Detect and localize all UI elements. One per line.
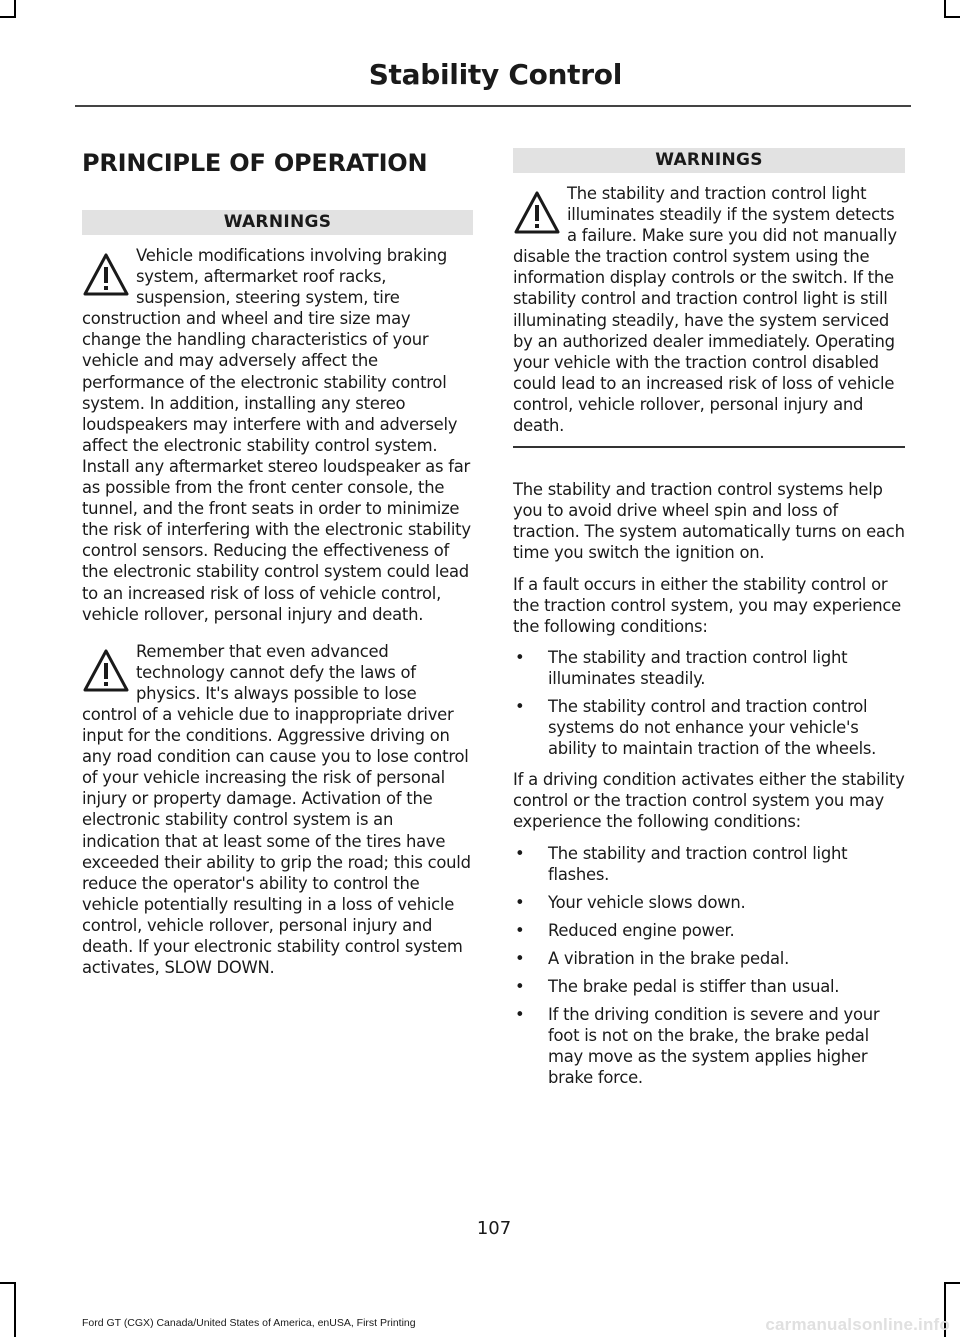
- crop-mark: [14, 0, 16, 17]
- warning-triangle-icon: [82, 647, 130, 695]
- list-item-text: If the driving condition is severe and your foot is not on the brake, the brake pedal may move as the system applies higher brake force.: [548, 1005, 880, 1088]
- bullet-icon: •: [515, 696, 525, 716]
- list-item: [513, 976, 905, 997]
- crop-mark: [944, 16, 960, 18]
- bullet-icon: •: [515, 977, 525, 996]
- warning-end-rule: [513, 446, 905, 448]
- right-column: [513, 148, 905, 1095]
- left-column: [82, 145, 473, 978]
- list-item: [513, 843, 905, 885]
- fault-conditions-list: [513, 647, 905, 759]
- list-item-text: Reduced engine power.: [548, 920, 735, 940]
- warning-text: Remember that even advanced technology cannot defy the laws of physics. It's always possible to lose control of a vehicle due to inappropriate driver input for the conditions. Aggressive driving on any road condition can cause you to lose control of your vehicle increasing the risk of personal injury or property damage. Activation of the electronic stability control system is an indication that at least some of the tires have exceeded their ability to grip the road; this could reduce the operator's ability to control the vehicle potentially resulting in a loss of vehicle control, vehicle rollover, personal injury and death. If your electronic stability control system activates, SLOW DOWN.: [82, 641, 471, 978]
- section-title: PRINCIPLE OF OPERATION: [82, 149, 428, 177]
- list-item: [513, 1004, 905, 1088]
- warning-block: [513, 183, 905, 436]
- list-item: [513, 696, 905, 759]
- fault-paragraph: If a fault occurs in either the stability control or the traction control system, you may experience the following conditions:: [513, 574, 901, 636]
- crop-mark: [14, 1282, 16, 1337]
- list-item-text: The stability and traction control light illuminates steadily.: [548, 647, 848, 688]
- warning-triangle-icon: [82, 251, 130, 299]
- list-item: [513, 892, 905, 913]
- driving-conditions-list: [513, 843, 905, 1089]
- list-item-text: The stability and traction control light flashes.: [548, 843, 848, 884]
- crop-mark: [0, 1282, 16, 1284]
- bullet-icon: •: [515, 1005, 525, 1025]
- warning-block: [82, 641, 473, 979]
- bullet-icon: •: [515, 647, 525, 667]
- list-item-text: The stability control and traction control systems do not enhance your vehicle's ability to maintain traction of the wheels.: [548, 696, 877, 759]
- crop-mark: [0, 16, 16, 18]
- driving-paragraph: If a driving condition activates either the stability control or the traction control system you may experience the following conditions:: [513, 770, 905, 832]
- edition-footer: Ford GT (CGX) Canada/United States of America, enUSA, First Printing: [82, 1317, 416, 1329]
- bullet-icon: •: [515, 843, 525, 863]
- warnings-heading: WARNINGS: [82, 210, 473, 235]
- list-item-text: A vibration in the brake pedal.: [548, 948, 790, 968]
- list-item: [513, 948, 905, 969]
- warning-triangle-icon: [513, 189, 561, 237]
- page-number: 107: [476, 1218, 512, 1239]
- warning-block: [82, 245, 473, 625]
- bullet-icon: •: [515, 892, 525, 912]
- warning-text: The stability and traction control light illuminates steadily if the system detects a failure. Make sure you did not manually disable the traction control system using the information display controls or the switch. If the stability control and traction control light is still illuminating steadily, have the system serviced by an authorized dealer immediately. Operating your vehicle with the traction control disabled could lead to an increased risk of loss of vehicle control, vehicle rollover, personal injury and death.: [513, 184, 897, 436]
- list-item: [513, 647, 905, 689]
- header-rule: [75, 105, 911, 107]
- bullet-icon: •: [515, 920, 525, 940]
- crop-mark: [944, 1282, 960, 1284]
- list-item-text: Your vehicle slows down.: [548, 892, 746, 912]
- page-header-title: Stability Control: [368, 58, 622, 91]
- intro-paragraph: The stability and traction control systems help you to avoid drive wheel spin and loss of traction. The system automatically turns on each time you switch the ignition on.: [513, 480, 905, 563]
- warnings-heading: WARNINGS: [513, 148, 905, 173]
- crop-mark: [944, 0, 946, 17]
- warning-text: Vehicle modifications involving braking system, aftermarket roof racks, suspension, steering system, tire construction and wheel and tire size may change the handling characteristics of your vehicle and may adversely affect the performance of the electronic stability control system. In addition, installing any stereo loudspeakers may interfere with and adversely affect the electronic stability control system. Install any aftermarket stereo loudspeaker as far as possible from the front center console, the tunnel, and the front seats in order to minimize the risk of interfering with the electronic stability control sensors. Reducing the effectiveness of the electronic stability control system could lead to an increased risk of loss of vehicle control, vehicle rollover, personal injury and death.: [82, 246, 471, 624]
- list-item: [513, 920, 905, 941]
- watermark: carmanualsonline.info: [765, 1315, 950, 1334]
- list-item-text: The brake pedal is stiffer than usual.: [548, 977, 840, 996]
- bullet-icon: •: [515, 948, 525, 968]
